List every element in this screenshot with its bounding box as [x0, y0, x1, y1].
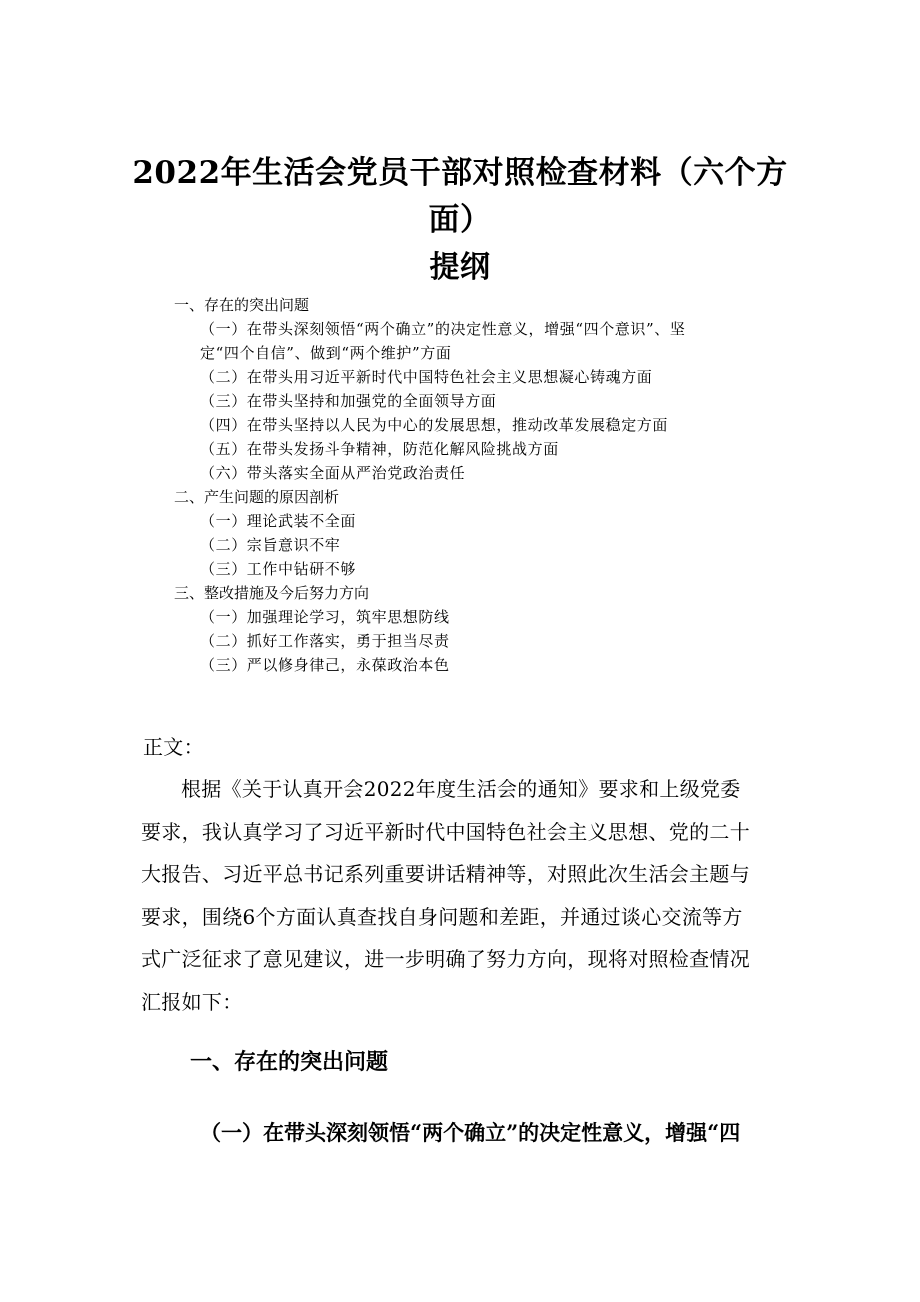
document-title-line-1: 2022年生活会党员干部对照检查材料（六个方: [132, 155, 788, 191]
document-title-line-2: 面）: [428, 202, 492, 238]
outline-list: [0, 293, 920, 677]
outline-item: 定“四个自信”、做到“两个维护”方面: [200, 344, 452, 362]
outline-item: （三）严以修身律己，永葆政治本色: [200, 656, 450, 674]
outline-item: （三）工作中钻研不够: [200, 560, 357, 578]
body-line-2: 要求，我认真学习了习近平新时代中国特色社会主义思想、党的二十: [141, 820, 750, 844]
body-line-1: 根据《关于认真开会2022年度生活会的通知》要求和上级党委: [181, 777, 741, 801]
outline-item: （四）在带头坚持以人民为中心的发展思想，推动改革发展稳定方面: [200, 416, 669, 434]
outline-section: 二、产生问题的原因剖析: [174, 488, 340, 506]
outline-heading: 提纲: [429, 250, 491, 285]
outline-item: （三）在带头坚持和加强党的全面领导方面: [200, 392, 497, 410]
outline-item: （二）抓好工作落实，勇于担当尽责: [200, 632, 450, 650]
outline-section: 三、整改措施及今后努力方向: [174, 584, 370, 602]
body-line-4: 要求，围绕6个方面认真查找自身问题和差距，并通过谈心交流等方: [141, 905, 743, 929]
outline-item: （五）在带头发扬斗争精神，防范化解风险挑战方面: [200, 440, 559, 458]
outline-item: （一）在带头深刻领悟“两个确立”的决定性意义，增强“四个意识”、坚: [200, 320, 686, 338]
outline-item: （二）在带头用习近平新时代中国特色社会主义思想凝心铸魂方面: [200, 368, 653, 386]
outline-item: （六）带头落实全面从严治党政治责任: [200, 464, 466, 482]
section-subheading: （一）在带头深刻领悟“两个确立”的决定性意义，增强“四: [200, 1120, 741, 1145]
outline-item: （一）加强理论学习，筑牢思想防线: [200, 608, 450, 626]
outline-item: （一）理论武装不全面: [200, 512, 357, 530]
body-label: 正文：: [143, 735, 204, 759]
outline-item: （二）宗旨意识不牢: [200, 536, 341, 554]
body-line-3: 大报告、习近平总书记系列重要讲话精神等，对照此次生活会主题与: [141, 862, 750, 886]
outline-section: 一、存在的突出问题: [174, 296, 310, 314]
body-line-6: 汇报如下：: [141, 990, 243, 1014]
section-heading: 一、存在的突出问题: [190, 1050, 389, 1075]
body-line-5: 式广泛征求了意见建议，进一步明确了努力方向，现将对照检查情况: [141, 947, 750, 971]
